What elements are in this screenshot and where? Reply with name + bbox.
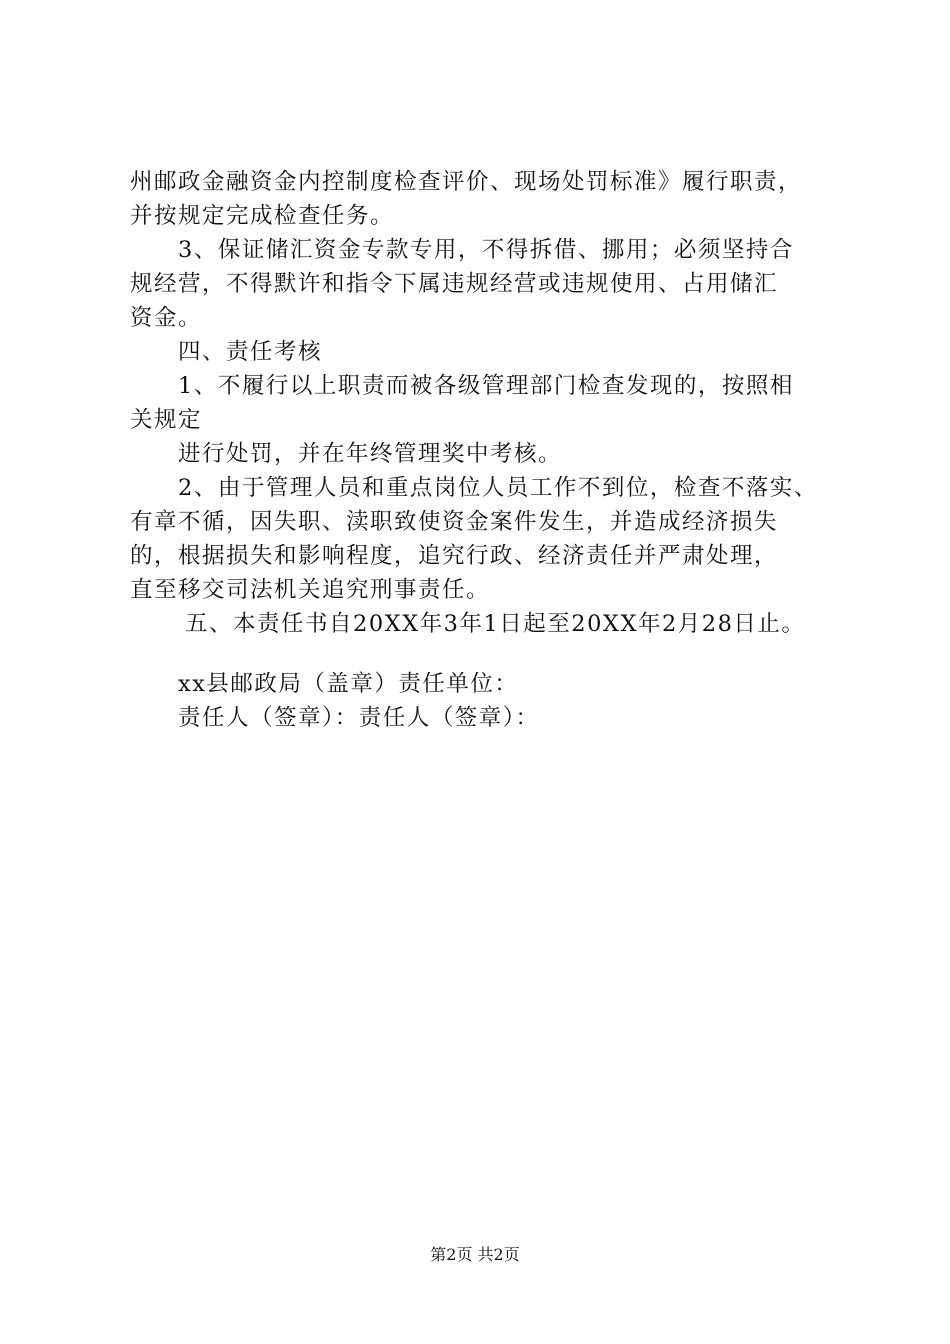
section-heading: 五、本责任书自20XX年3年1日起至20XX年2月28日止。 [185, 611, 806, 637]
paragraph-line: 进行处罚，并在年终管理奖中考核。 [178, 441, 563, 467]
paragraph-line: 直至移交司法机关追究刑事责任。 [130, 577, 491, 603]
paragraph-line: 州邮政金融资金内控制度检查评价、现场处罚标准》履行职责， [130, 169, 803, 195]
paragraph-line: 规经营，不得默许和指令下属违规经营或违规使用、占用储汇 [130, 271, 779, 297]
paragraph-line: 并按规定完成检查任务。 [130, 203, 395, 229]
page-number-footer: 第2页 共2页 [430, 1245, 520, 1264]
section-heading: 四、责任考核 [178, 339, 323, 365]
paragraph-line: 2、由于管理人员和重点岗位人员工作不到位，检查不落实、 [178, 475, 818, 501]
paragraph-line: 的，根据损失和影响程度，追究行政、经济责任并严肃处理， [130, 543, 779, 569]
paragraph-line: 资金。 [130, 305, 203, 331]
paragraph-line: 3、保证储汇资金专款专用，不得拆借、挪用；必须坚持合 [178, 237, 794, 263]
paragraph-line: 1、不履行以上职责而被各级管理部门检查发现的，按照相 [178, 373, 794, 399]
paragraph-line: 关规定 [130, 407, 203, 433]
signature-line: 责任人（签章）：责任人（签章）： [178, 705, 540, 731]
paragraph-line: 有章不循，因失职、渎职致使资金案件发生，并造成经济损失 [130, 509, 779, 535]
signature-line: xx县邮政局（盖章）责任单位： [178, 671, 519, 697]
